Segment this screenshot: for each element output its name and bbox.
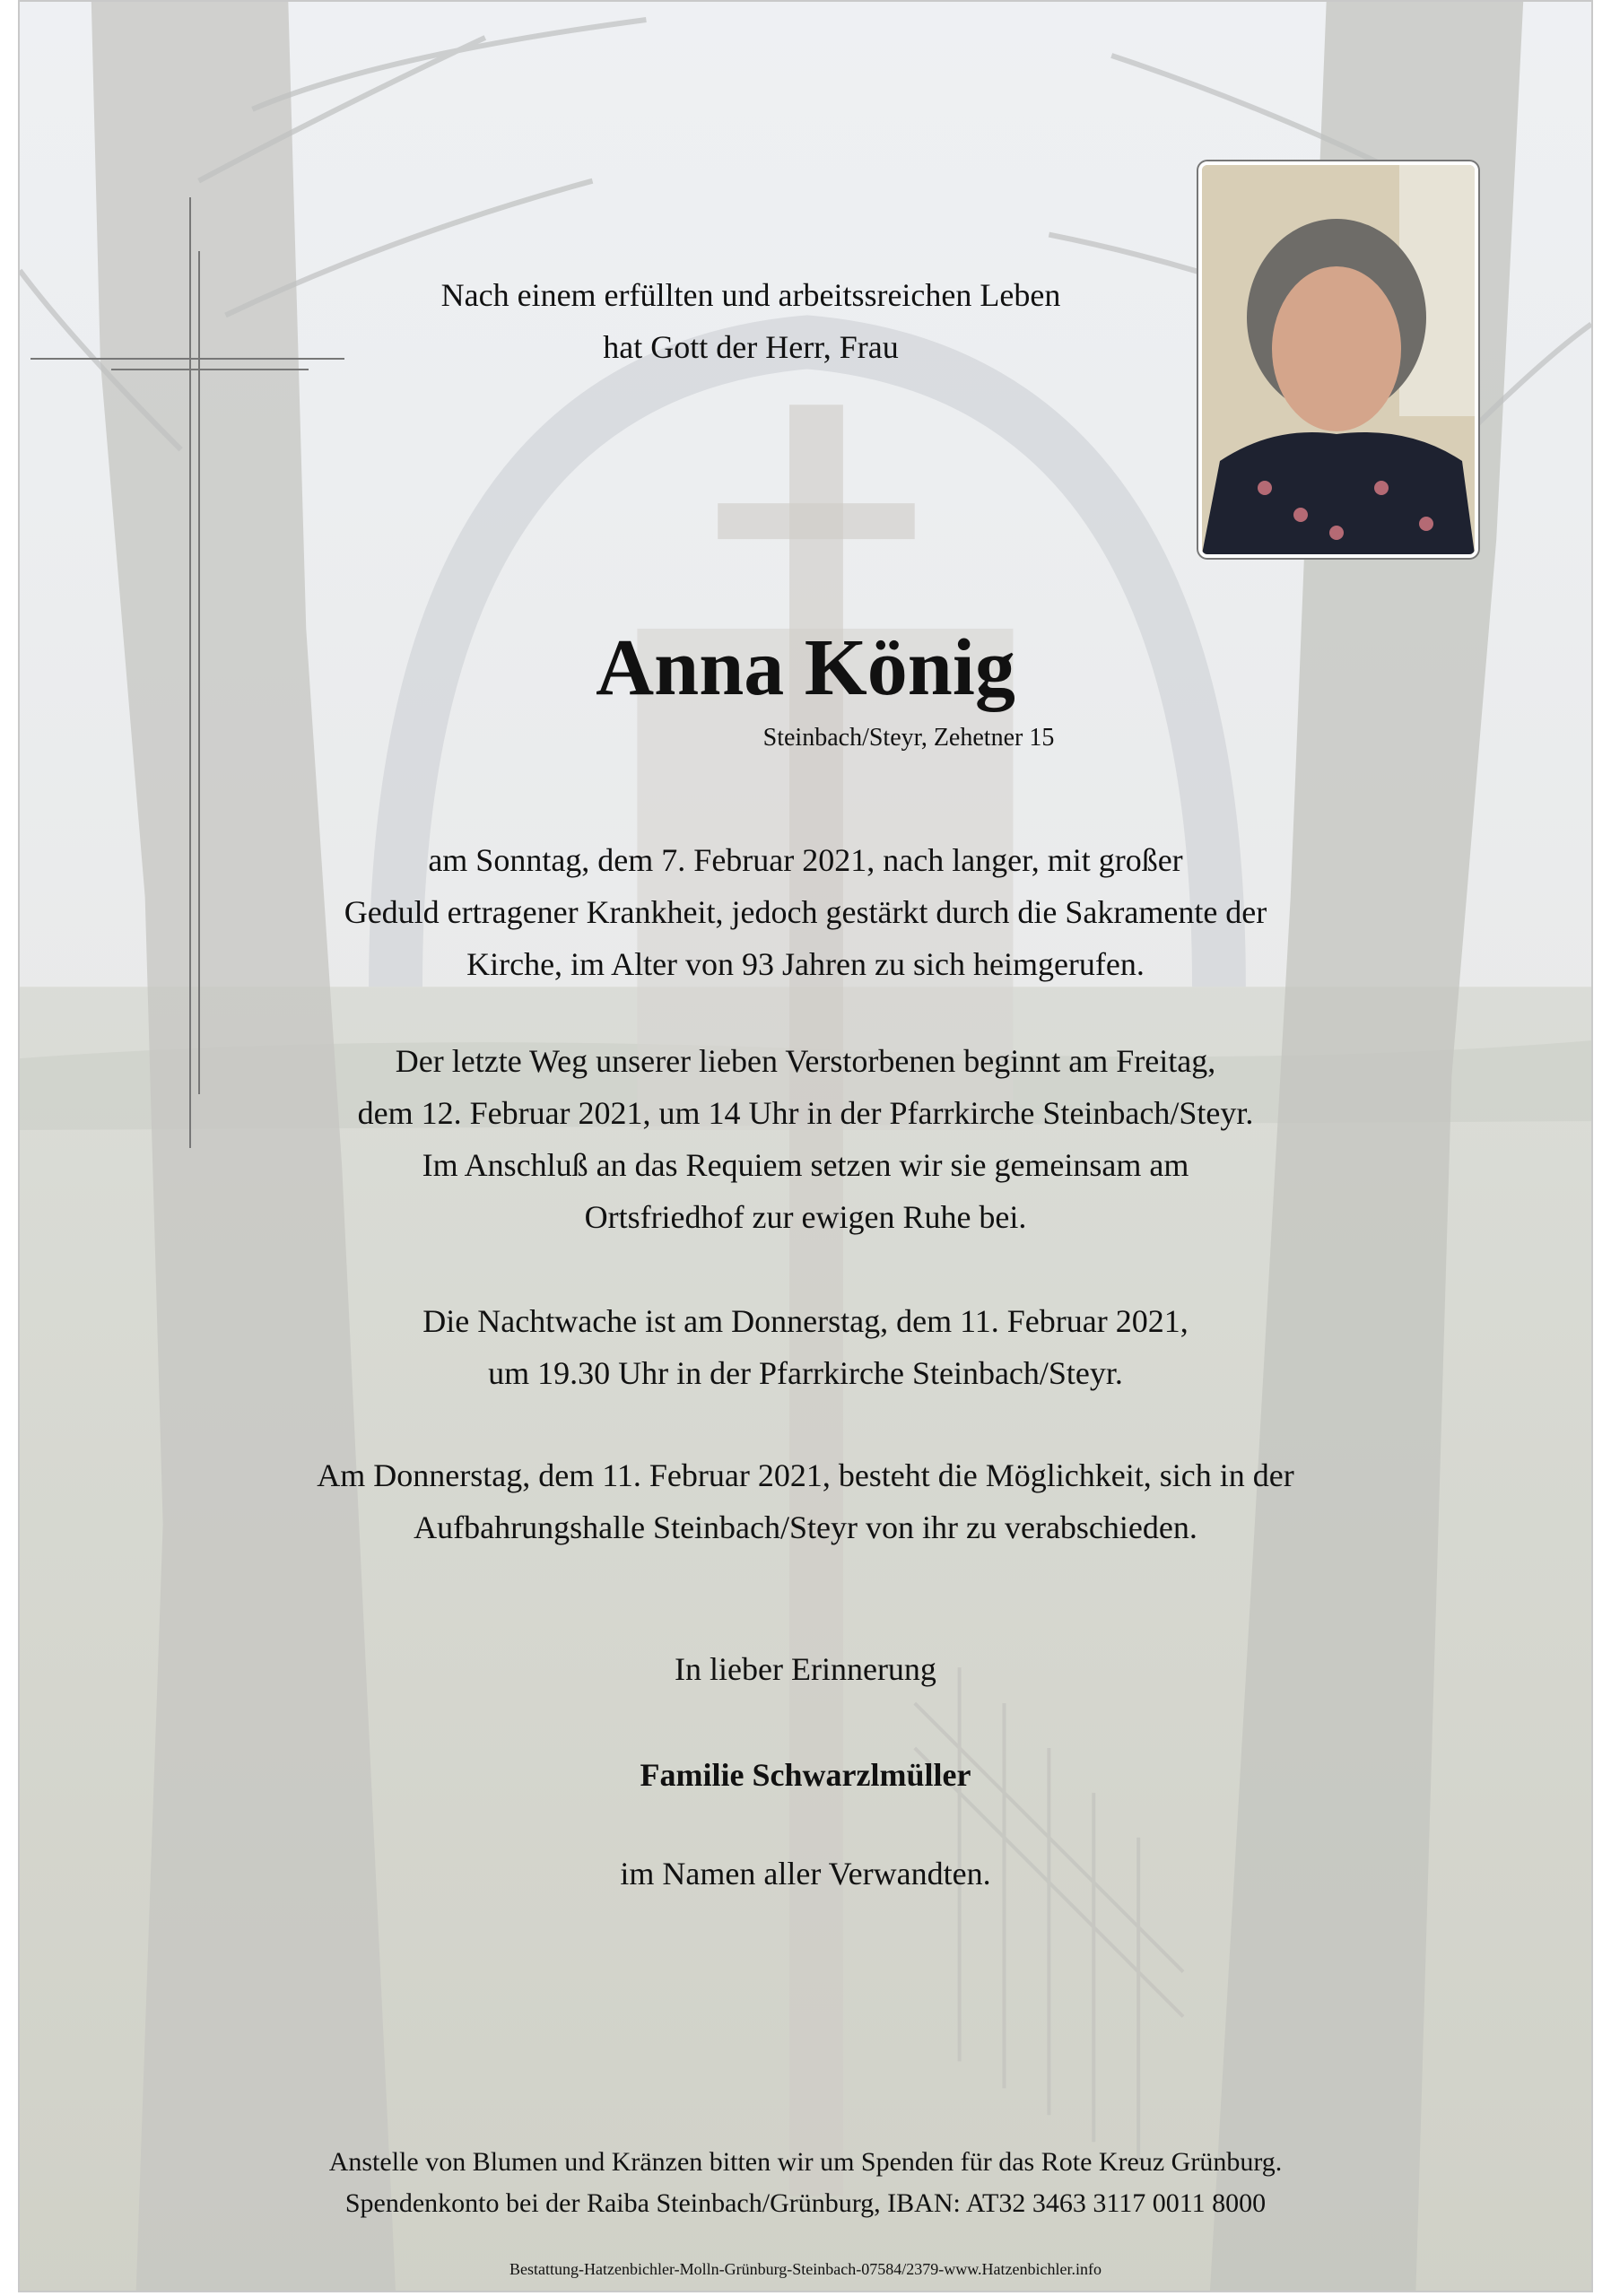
family-name: Familie Schwarzlmüller: [640, 1757, 971, 1793]
paragraph-line: dem 12. Februar 2021, um 14 Uhr in der Pfarrkirche Steinbach/Steyr.: [357, 1095, 1254, 1131]
paragraph-line: Die Nachtwache ist am Donnerstag, dem 11. Februar 2021,: [422, 1303, 1189, 1339]
memory-line: In lieber Erinnerung: [675, 1651, 936, 1687]
paragraph-line: Der letzte Weg unserer lieben Verstorbenen beginnt am Freitag,: [395, 1043, 1216, 1079]
funeral-home-footer: Bestattung-Hatzenbichler-Molln-Grünburg-Steinbach-07584/2379-www.Hatzenbichler.info: [509, 2260, 1102, 2278]
donation-line: Anstelle von Blumen und Kränzen bitten wir um Spenden für das Rote Kreuz Grünburg.: [328, 2147, 1283, 2177]
donation-note: [0, 2142, 1611, 2224]
paragraph-line: Im Anschluß an das Requiem setzen wir sie gemeinsam am: [422, 1147, 1189, 1183]
paragraph-line: Geduld ertragener Krankheit, jedoch gestärkt durch die Sakramente der: [344, 894, 1267, 930]
intro-line: Nach einem erfüllten und arbeitssreichen Leben: [440, 277, 1061, 313]
paragraph-line: am Sonntag, dem 7. Februar 2021, nach langer, mit großer: [428, 842, 1183, 878]
deceased-address: Steinbach/Steyr, Zehetner 15: [762, 724, 1055, 752]
paragraph-line: Kirche, im Alter von 93 Jahren zu sich heimgerufen.: [466, 946, 1145, 982]
paragraph-line: Am Donnerstag, dem 11. Februar 2021, besteht die Möglichkeit, sich in der: [317, 1457, 1294, 1493]
relatives-line: im Namen aller Verwandten.: [620, 1856, 991, 1892]
death-paragraph: [0, 834, 1611, 990]
paragraph-line: Aufbahrungshalle Steinbach/Steyr von ihr zu verabschieden.: [414, 1509, 1197, 1545]
donation-line: Spendenkonto bei der Raiba Steinbach/Grünburg, IBAN: AT32 3463 3117 0011 8000: [344, 2188, 1267, 2218]
intro-text: [213, 269, 1289, 373]
vigil-paragraph: [0, 1295, 1611, 1399]
intro-line: hat Gott der Herr, Frau: [603, 329, 899, 365]
deceased-name: Anna König: [596, 623, 1015, 712]
farewell-paragraph: [0, 1449, 1611, 1553]
paragraph-line: um 19.30 Uhr in der Pfarrkirche Steinbach/Steyr.: [488, 1355, 1123, 1391]
funeral-paragraph: [0, 1035, 1611, 1243]
paragraph-line: Ortsfriedhof zur ewigen Ruhe bei.: [584, 1199, 1027, 1235]
